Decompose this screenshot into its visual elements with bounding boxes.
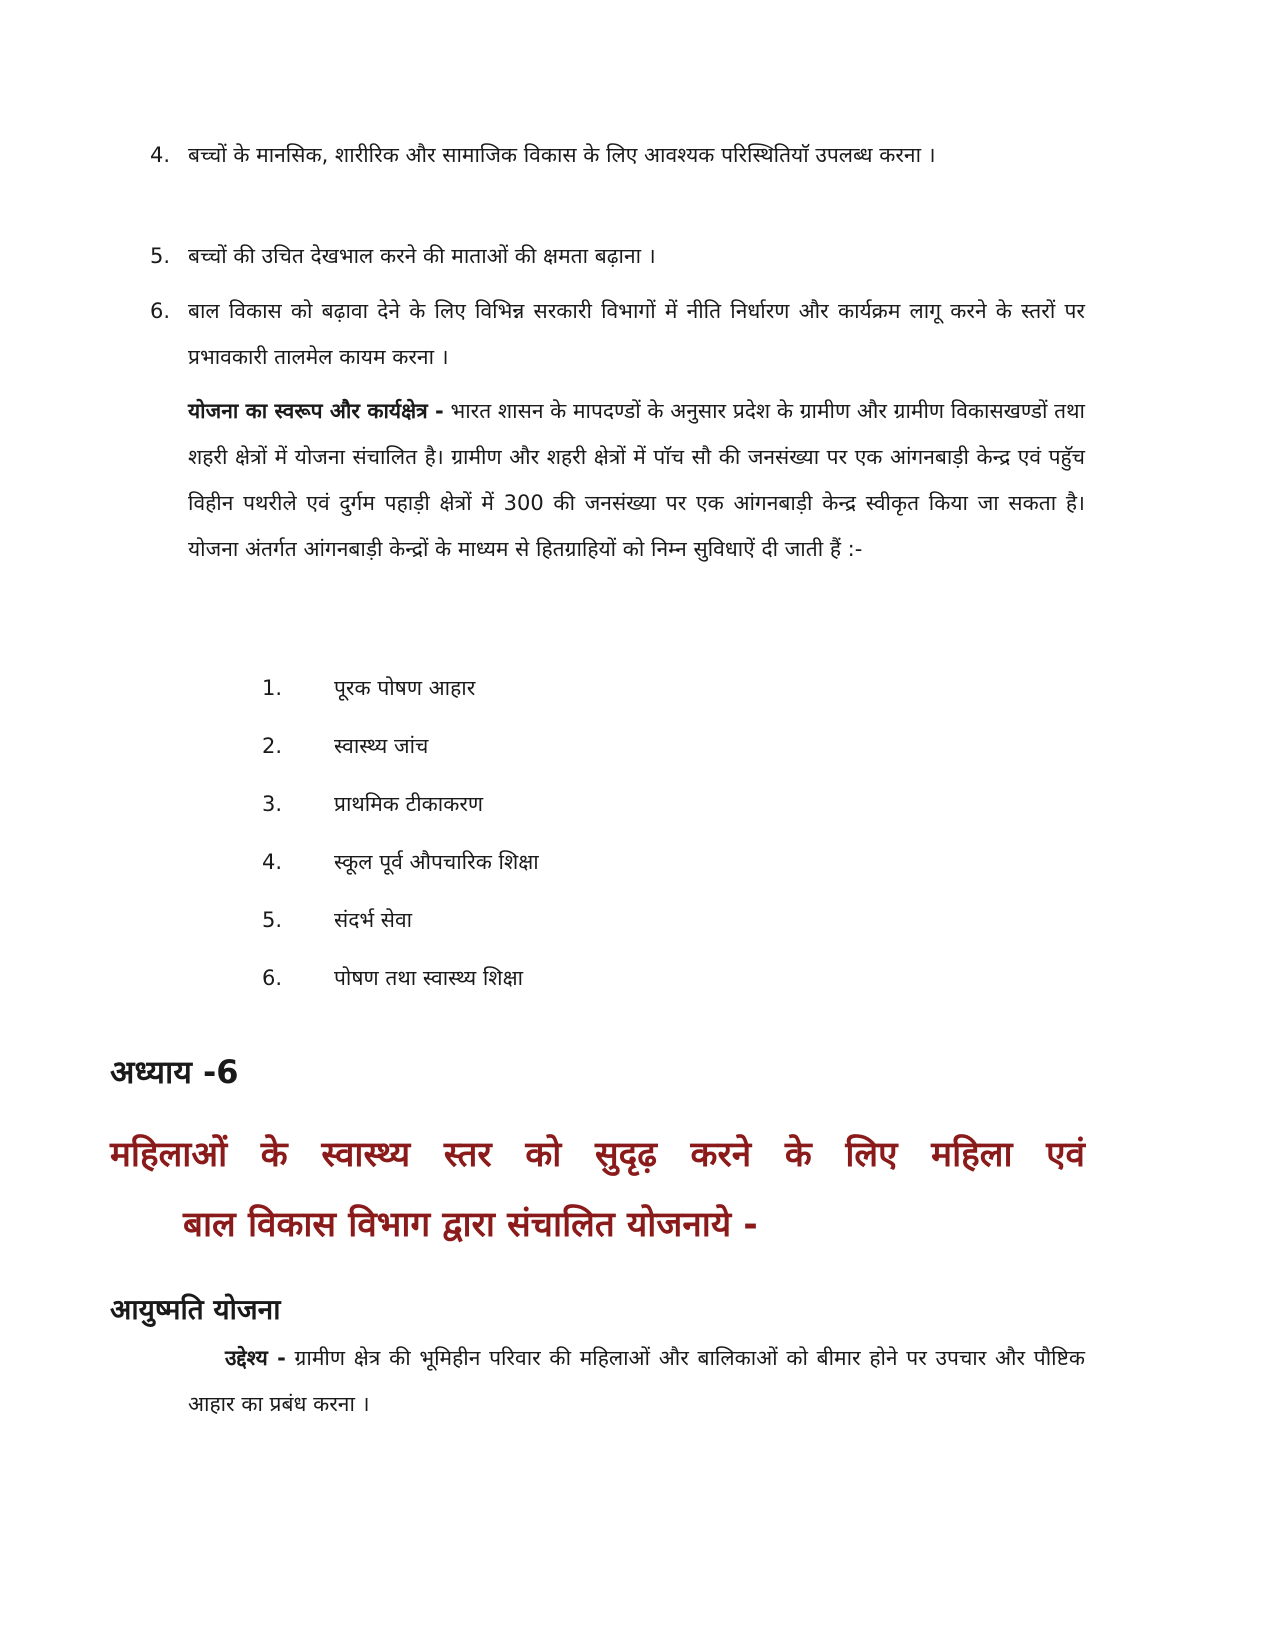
objective-text: ग्रामीण क्षेत्र की भूमिहीन परिवार की महिलाओं और बालिकाओं को बीमार होने पर उपचार और पौष्टिक आहार का प्रबंध करना ।: [188, 1346, 1085, 1416]
list-text: बाल विकास को बढ़ावा देने के लिए विभिन्न सरकारी विभागों में नीति निर्धारण और कार्यक्रम लागू करने के स्तरों पर प्रभावकारी तालमेल कायम करना ।: [188, 299, 1085, 369]
list-number: 4.: [150, 143, 171, 167]
list-text: स्कूल पूर्व औपचारिक शिक्षा: [334, 850, 539, 874]
list-text: स्वास्थ्य जांच: [334, 734, 429, 758]
list-item: [262, 789, 862, 847]
list-text: संदर्भ सेवा: [334, 908, 413, 932]
list-text: पूरक पोषण आहार: [334, 676, 476, 700]
list-number: 4.: [262, 850, 283, 874]
main-heading-line-1: महिलाओं के स्वास्थ्य स्तर को सुदृढ़ करने के लिए महिला एवं: [110, 1135, 1085, 1175]
list-number: 6.: [150, 299, 171, 323]
scheme-scope-paragraph: [188, 388, 1085, 572]
scheme-scope-text: भारत शासन के मापदण्डों के अनुसार प्रदेश के ग्रामीण और ग्रामीण विकासखण्डों तथा शहरी क्षेत्रों में योजना संचालित है। ग्रामीण और शहरी क्षेत्रों में पाॅच सौ की जनसंख्या पर एक आंगनबाड़ी केन्द्र एवं पहुॅच विहीन पथरीले एवं दुर्गम पहाड़ी क्षेत्रों में 300 की जनसंख्या पर एक आंगनबाड़ी केन्द्र स्वीकृत किया जा सकता है। योजना अंतर्गत आंगनबाड़ी केन्द्रों के माध्यम से हितग्राहियों को निम्न सुविधाऐं दी जाती हैं :-: [188, 399, 1085, 561]
list-item: [150, 233, 1085, 279]
facilities-list: [262, 673, 862, 1021]
list-text: बच्चों के मानसिक, शारीरिक और सामाजिक विकास के लिए आवश्यक परिस्थितियाॅ उपलब्ध करना ।: [188, 143, 936, 167]
list-text: प्राथमिक टीकाकरण: [334, 792, 484, 816]
list-number: 1.: [262, 676, 283, 700]
list-text: पोषण तथा स्वास्थ्य शिक्षा: [334, 966, 524, 990]
objective-paragraph: [188, 1335, 1085, 1427]
list-item: [150, 132, 1085, 178]
list-item: [150, 288, 1085, 380]
main-heading-line-2: बाल विकास विभाग द्वारा संचालित योजनाये -: [183, 1205, 758, 1245]
list-item: [262, 905, 862, 963]
objective-label: उद्देश्य -: [225, 1346, 286, 1370]
chapter-heading: अध्याय -6: [110, 1053, 239, 1091]
list-number: 3.: [262, 792, 283, 816]
scheme-scope-title: योजना का स्वरूप और कार्यक्षेत्र -: [188, 399, 444, 423]
list-number: 2.: [262, 734, 283, 758]
list-number: 5.: [262, 908, 283, 932]
list-item: [262, 731, 862, 789]
list-number: 6.: [262, 966, 283, 990]
list-item: [262, 673, 862, 731]
list-text: बच्चों की उचित देखभाल करने की माताओं की क्षमता बढ़ाना ।: [188, 244, 656, 268]
list-item: [262, 963, 862, 1021]
section-title: आयुष्मति योजना: [110, 1293, 281, 1326]
list-item: [262, 847, 862, 905]
list-number: 5.: [150, 244, 171, 268]
main-heading: [110, 1120, 1085, 1260]
